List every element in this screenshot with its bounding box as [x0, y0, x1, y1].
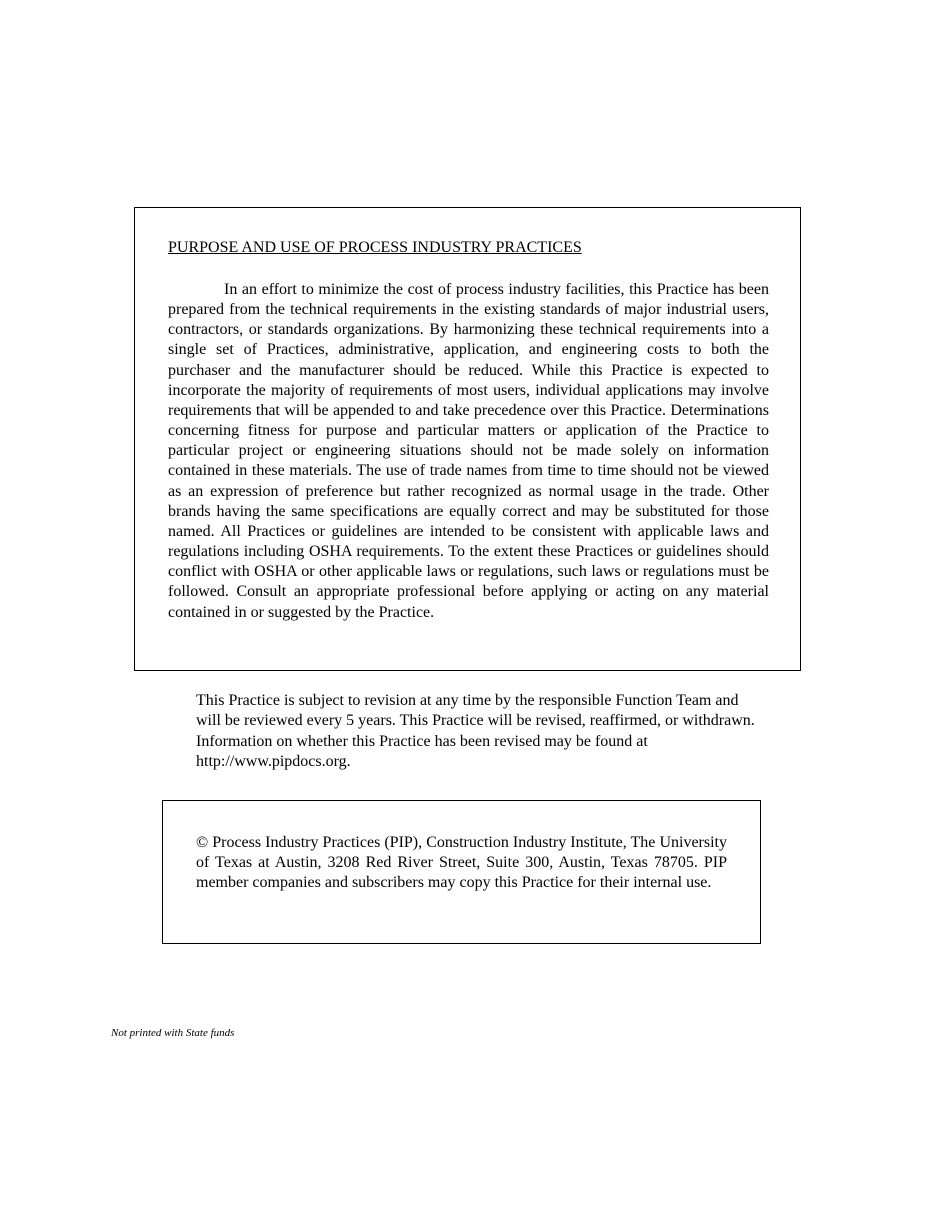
copyright-box	[162, 800, 761, 944]
purpose-box	[134, 207, 801, 671]
copyright-text: © Process Industry Practices (PIP), Construction Industry Institute, The University of Texas at Austin, 3208 Red River Street, Suite 300, Austin, Texas 78705. PIP member companies and subscribers may copy this Practice for their internal use.	[196, 834, 727, 892]
purpose-title: PURPOSE AND USE OF PROCESS INDUSTRY PRACTICES	[168, 239, 582, 256]
purpose-body: In an effort to minimize the cost of process industry facilities, this Practice has been prepared from the technical requirements in the existing standards of major industrial users, contractors, or standards organizations. By harmonizing these technical requirements into a single set of Practices, administrative, application, and engineering costs to both the purchaser and the manufacturer should be reduced. While this Practice is expected to incorporate the majority of requirements of most users, individual applications may involve requirements that will be appended to and take precedence over this Practice. Determinations concerning fitness for purpose and particular matters or application of the Practice to particular project or engineering situations should not be made solely on information contained in these materials. The use of trade names from time to time should not be viewed as an expression of preference but rather recognized as normal usage in the trade. Other brands having the same specifications are equally correct and may be substituted for those named. All Practices or guidelines are intended to be consistent with applicable laws and regulations including OSHA requirements. To the extent these Practices or guidelines should conflict with OSHA or other applicable laws or regulations, such laws or regulations must be followed. Consult an appropriate professional before applying or acting on any material contained in or suggested by the Practice.	[168, 281, 769, 621]
revision-note: This Practice is subject to revision at any time by the responsible Function Team and will be reviewed every 5 years. This Practice will be revised, reaffirmed, or withdrawn. Information on whether this Practice has been revised may be found at http://www.pipdocs.org.	[196, 692, 755, 770]
footer-note: Not printed with State funds	[111, 1027, 235, 1039]
